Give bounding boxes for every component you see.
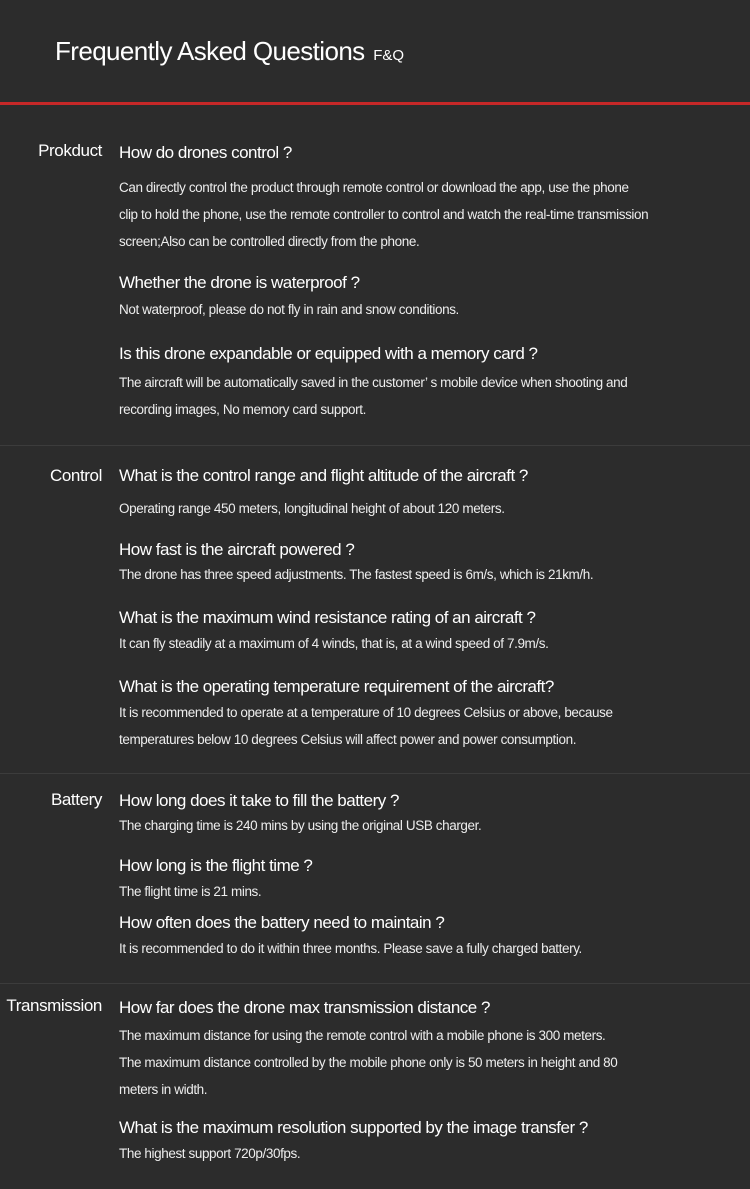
faq-answer: It can fly steadily at a maximum of 4 winds, that is, at a wind speed of 7.9m/s. (119, 636, 549, 651)
faq-question: What is the control range and flight altitude of the aircraft ? (119, 466, 528, 485)
faq-answer: It is recommended to operate at a temperature of 10 degrees Celsius or above, because temperatures below 10 degrees Celsius will affect power and power consumption. (119, 705, 613, 747)
faq-answer: It is recommended to do it within three months. Please save a fully charged battery. (119, 941, 582, 956)
faq-answer: The highest support 720p/30fps. (119, 1146, 301, 1161)
faq-answer: The drone has three speed adjustments. The fastest speed is 6m/s, which is 21km/h. (119, 567, 594, 582)
section-divider (0, 773, 750, 774)
faq-question: Is this drone expandable or equipped with a memory card ? (119, 344, 538, 363)
category-label-battery: Battery (50, 790, 102, 809)
page-subtitle: F&Q (373, 47, 405, 64)
faq-question: How fast is the aircraft powered ? (119, 540, 355, 559)
section-divider (0, 445, 750, 446)
page-title-text: Frequently Asked Questions (55, 36, 365, 66)
faq-answer: The charging time is 240 mins by using the original USB charger. (119, 818, 482, 833)
category-label-prokduct: Prokduct (38, 141, 102, 160)
faq-answer: The maximum distance for using the remote control with a mobile phone is 300 meters. The maximum distance controlled by the mobile phone only is 50 meters in height and 80 meters in width. (119, 1028, 618, 1097)
faq-answer: Can directly control the product through remote control or download the app, use the phone clip to hold the phone, use the remote controller to control and watch the real-time transmission screen;Also can be controlled directly from the phone. (119, 180, 649, 249)
faq-question: Whether the drone is waterproof ? (119, 273, 360, 292)
faq-answer: The aircraft will be automatically saved in the customer’ s mobile device when shooting and recording images, No memory card support. (119, 375, 628, 417)
faq-question: What is the maximum resolution supported by the image transfer ? (119, 1118, 588, 1137)
faq-question: How often does the battery need to maintain ? (119, 913, 445, 932)
header-divider (0, 102, 750, 105)
page-title (55, 36, 404, 67)
category-label-control: Control (49, 466, 102, 485)
faq-question: What is the maximum wind resistance rating of an aircraft ? (119, 608, 536, 627)
section-divider (0, 983, 750, 984)
faq-answer: The flight time is 21 mins. (119, 884, 262, 899)
faq-question: How far does the drone max transmission distance ? (119, 998, 490, 1017)
faq-answer: Operating range 450 meters, longitudinal height of about 120 meters. (119, 501, 505, 516)
faq-question: How long is the flight time ? (119, 856, 313, 875)
faq-question: How long does it take to fill the battery ? (119, 791, 399, 810)
faq-question: How do drones control ? (119, 143, 292, 162)
category-label-transmission: Transmission (6, 996, 102, 1015)
faq-question: What is the operating temperature requirement of the aircraft? (119, 677, 554, 696)
faq-answer: Not waterproof, please do not fly in rain and snow conditions. (119, 302, 459, 317)
